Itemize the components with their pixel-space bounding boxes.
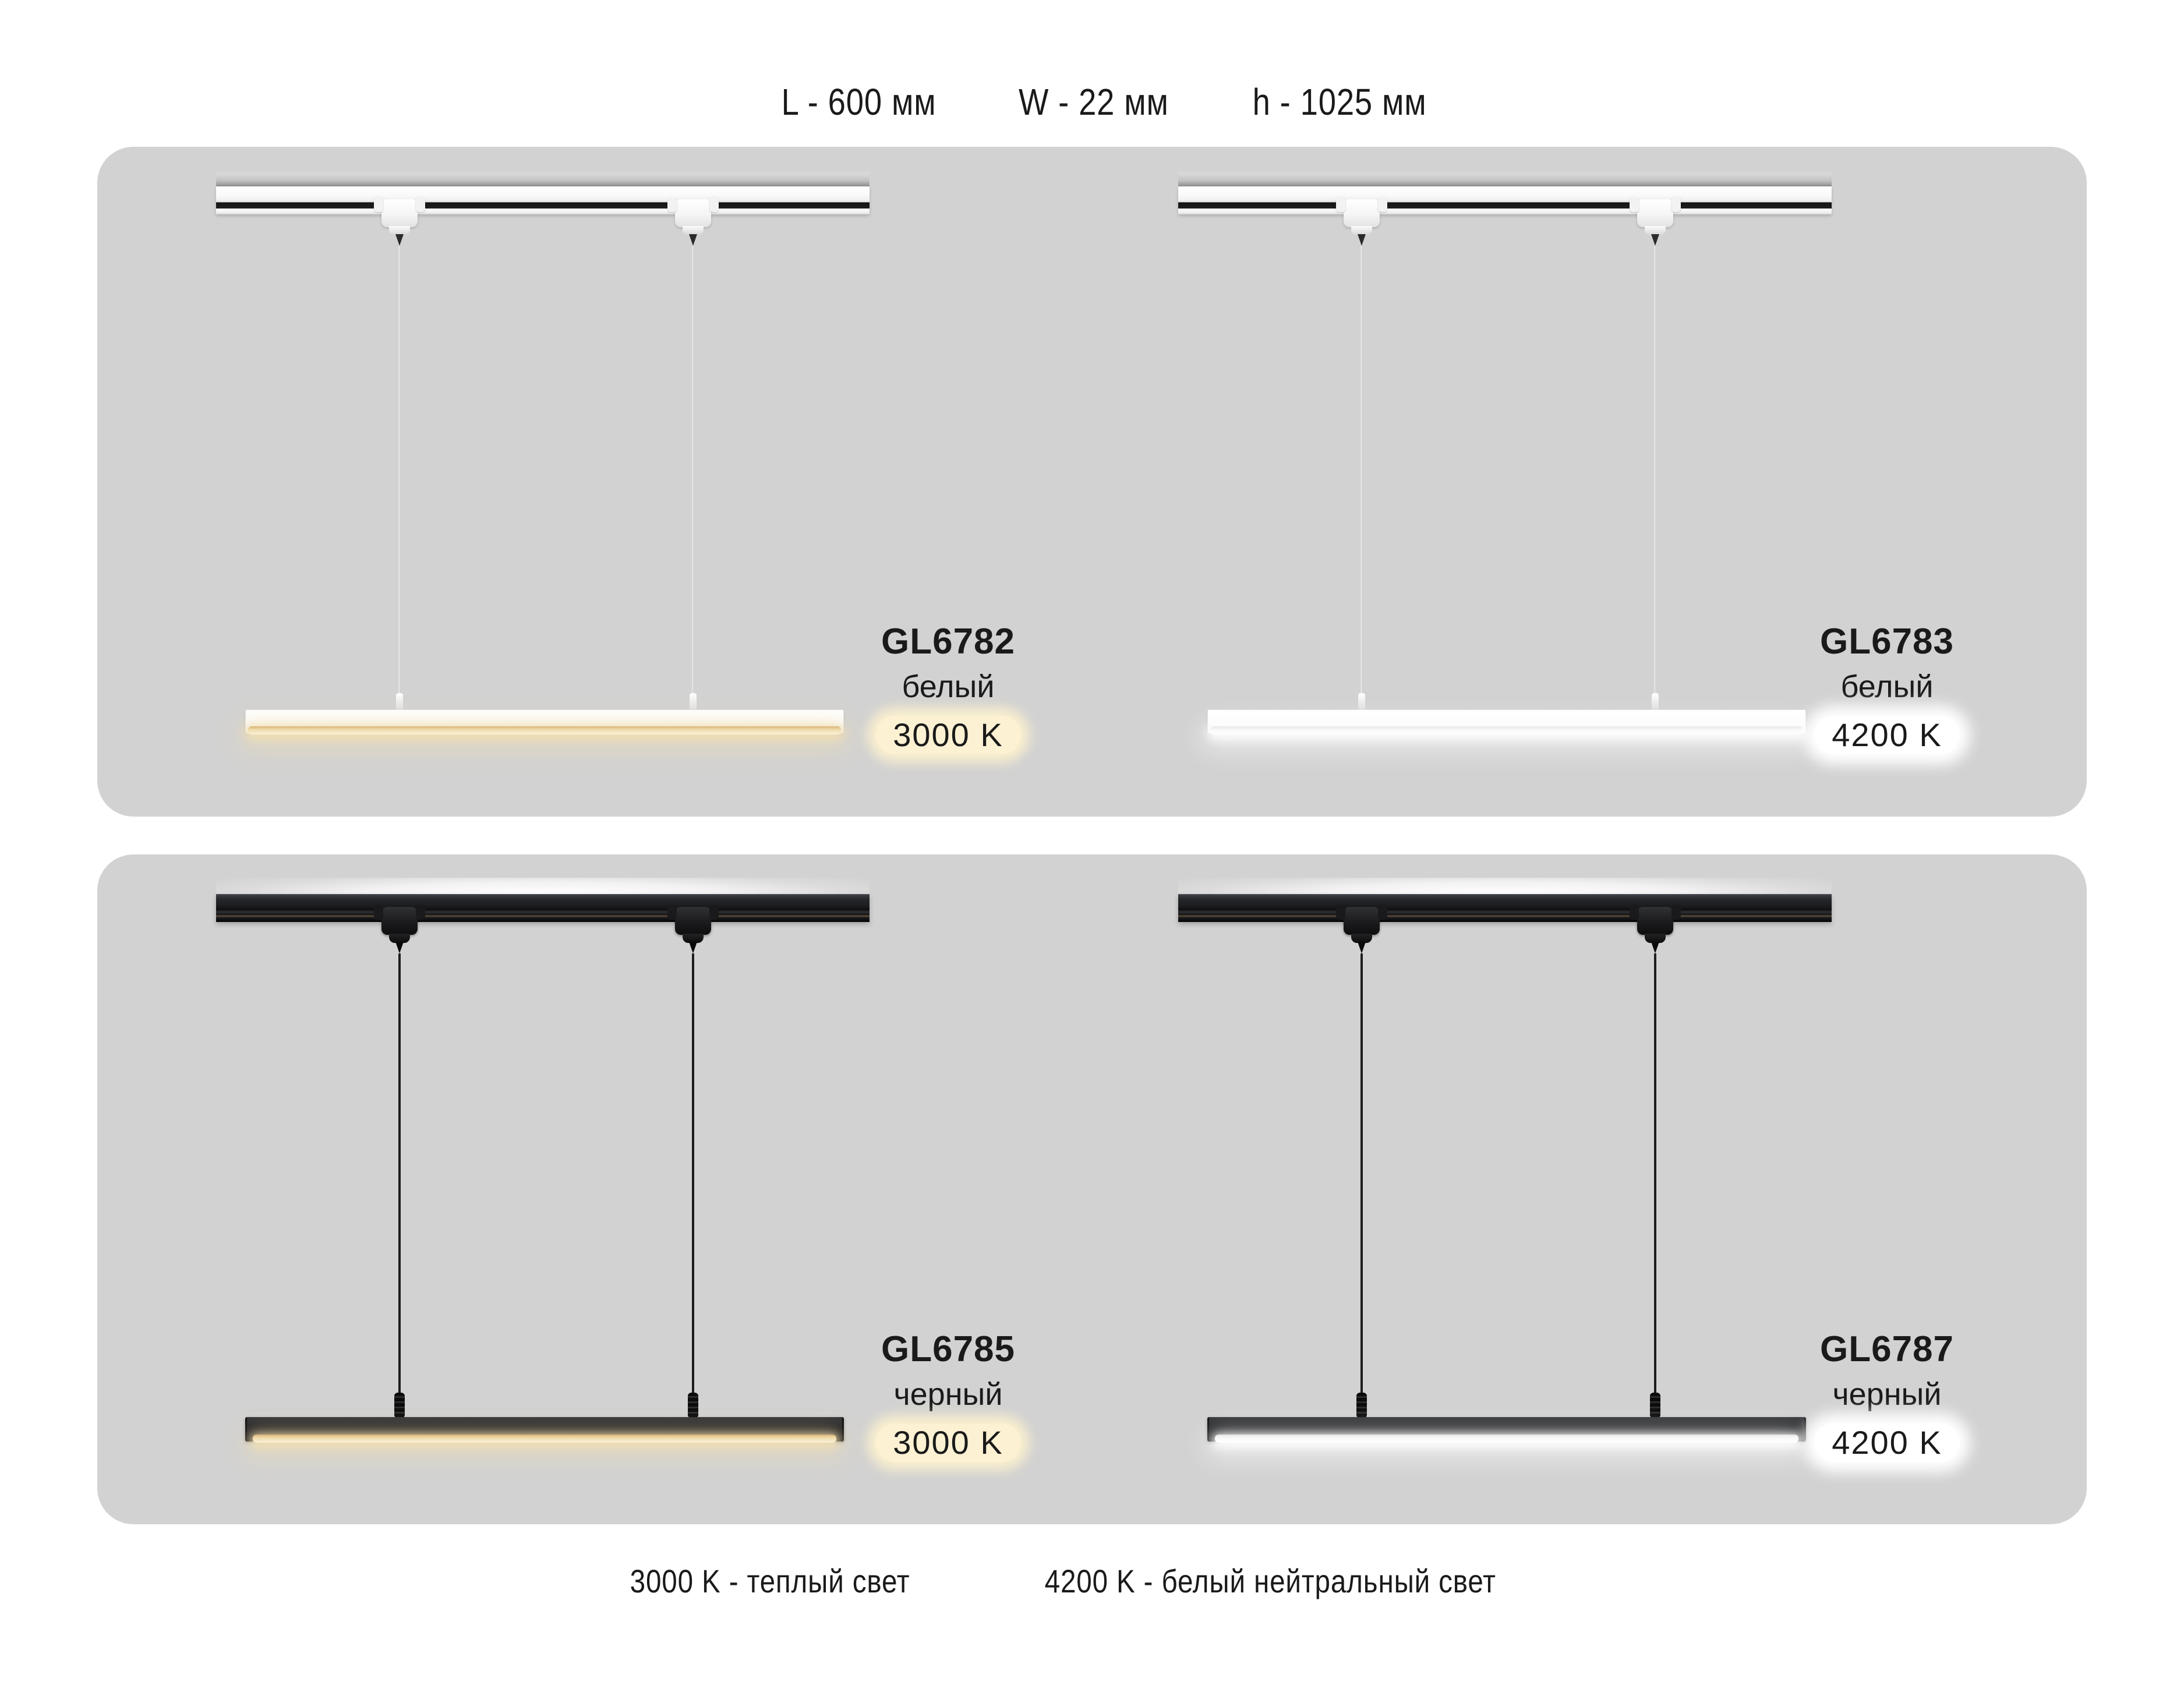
track-rail <box>1178 894 1832 922</box>
model-code: GL6782 <box>881 621 1016 662</box>
model-code: GL6785 <box>881 1329 1016 1369</box>
legend-neutral: 4200 K - белый нейтральный свет <box>1044 1563 1496 1599</box>
temperature-badge: 4200 K <box>1814 1424 1960 1462</box>
dimension-height: h - 1025 мм <box>1252 81 1427 123</box>
dimension-width: W - 22 мм <box>1018 81 1169 123</box>
track-rail <box>1178 186 1832 214</box>
suspension-cable <box>1654 953 1656 1403</box>
light-strip-neutral <box>1215 1435 1798 1443</box>
product-label-gl6783 <box>1814 621 1960 754</box>
suspension-cable <box>692 953 694 1403</box>
suspension-cable <box>1361 246 1363 695</box>
ceiling-shadow <box>1178 878 1832 894</box>
track-adapter <box>1344 907 1380 935</box>
track-adapter <box>381 199 418 227</box>
cable-grip <box>1358 693 1365 711</box>
linear-light-bar <box>245 709 844 734</box>
cable-grip <box>688 1393 698 1418</box>
linear-light-bar <box>1207 709 1806 734</box>
cable-grip <box>396 693 403 711</box>
product-label-gl6787 <box>1814 1329 1960 1462</box>
temperature-legend <box>605 1562 1536 1600</box>
finish-name: черный <box>893 1377 1003 1412</box>
light-strip-neutral <box>1210 726 1803 734</box>
dimension-length: L - 600 мм <box>781 81 936 123</box>
track-adapter <box>675 907 711 935</box>
fixture-gl6787 <box>1178 878 1832 1495</box>
fixture-gl6782 <box>216 170 870 787</box>
light-strip-warm <box>248 726 841 734</box>
suspension-cable <box>1360 953 1363 1403</box>
cable-grip <box>1652 693 1659 711</box>
fixture-gl6785 <box>216 878 870 1495</box>
track-rail <box>216 186 870 214</box>
product-label-gl6785 <box>875 1329 1021 1462</box>
panel-black-variants <box>97 854 2087 1524</box>
suspension-cable <box>1655 246 1656 695</box>
finish-name: белый <box>1840 669 1934 704</box>
cable-grip <box>1356 1393 1367 1418</box>
linear-light-bar <box>1207 1417 1806 1442</box>
track-rail <box>216 894 870 922</box>
track-adapter <box>1637 199 1673 227</box>
finish-name: белый <box>902 669 995 704</box>
track-adapter <box>675 199 711 227</box>
linear-light-bar <box>245 1417 844 1442</box>
track-adapter <box>1637 907 1673 935</box>
fixture-gl6783 <box>1178 170 1832 787</box>
ceiling-shadow <box>216 170 870 186</box>
track-adapter <box>381 907 418 935</box>
dimensions-header <box>768 80 1442 123</box>
suspension-cable <box>399 246 401 695</box>
temperature-badge: 4200 K <box>1814 716 1960 754</box>
model-code: GL6787 <box>1819 1329 1955 1369</box>
temperature-badge: 3000 K <box>875 1424 1021 1462</box>
cable-grip <box>690 693 697 711</box>
model-code: GL6783 <box>1819 621 1955 662</box>
ceiling-shadow <box>1178 170 1832 186</box>
suspension-cable <box>692 246 694 695</box>
product-label-gl6782 <box>875 621 1021 754</box>
light-strip-warm <box>253 1435 836 1443</box>
finish-name: черный <box>1832 1377 1942 1412</box>
temperature-badge: 3000 K <box>875 716 1021 754</box>
suspension-cable <box>398 953 401 1403</box>
track-adapter <box>1344 199 1380 227</box>
ceiling-shadow <box>216 878 870 894</box>
legend-warm: 3000 K - теплый свет <box>630 1563 910 1599</box>
panel-white-variants <box>97 147 2087 817</box>
cable-grip <box>1650 1393 1660 1418</box>
cable-grip <box>394 1393 405 1418</box>
